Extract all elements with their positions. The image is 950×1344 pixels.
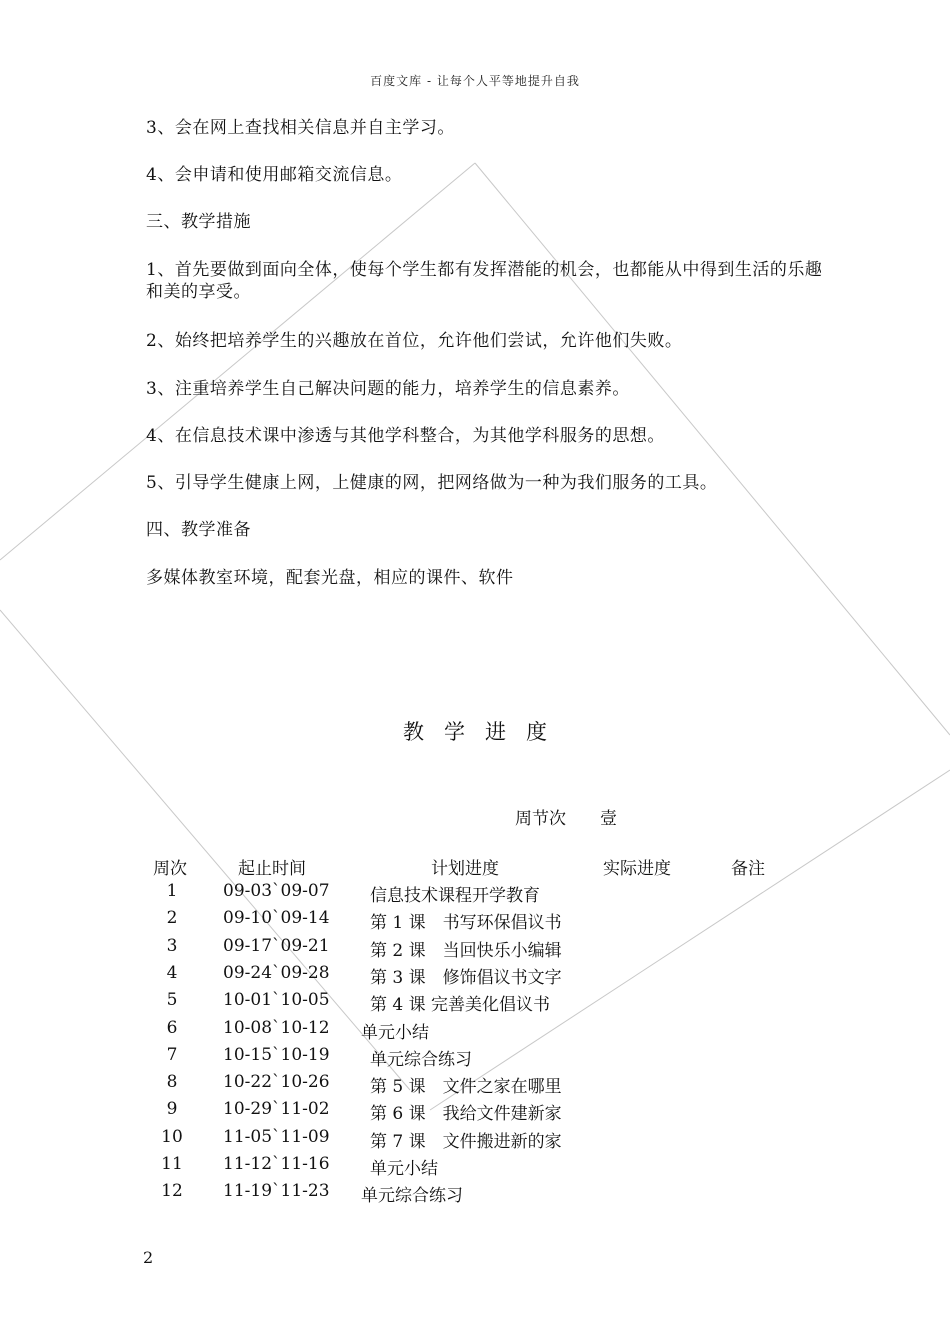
table-cell-plan: 第 4 课 完善美化倡议书 (370, 995, 551, 1015)
table-cell-dates: 09-17`09-21 (223, 936, 330, 956)
table-cell-week: 4 (166, 963, 178, 983)
table-cell-plan: 第 1 课 书写环保倡议书 (370, 913, 562, 933)
paragraph-measure-2: 2、始终把培养学生的兴趣放在首位，允许他们尝试，允许他们失败。 (146, 331, 683, 351)
table-cell-dates: 10-15`10-19 (223, 1045, 330, 1065)
table-cell-plan: 单元综合练习 (370, 1050, 472, 1070)
table-cell-week: 1 (166, 881, 178, 901)
table-cell-plan: 单元综合练习 (361, 1186, 463, 1206)
table-cell-week: 12 (161, 1181, 183, 1201)
table-cell-dates: 11-12`11-16 (223, 1154, 330, 1174)
schedule-title: 教学进度 (403, 720, 567, 744)
table-cell-plan: 第 5 课 文件之家在哪里 (370, 1077, 562, 1097)
week-label: 周节次 (515, 809, 566, 829)
paragraph-preparation: 多媒体教室环境，配套光盘，相应的课件、软件 (146, 568, 514, 588)
table-cell-week: 3 (166, 936, 178, 956)
table-cell-week: 8 (166, 1072, 178, 1092)
section-heading-teaching-preparation: 四、教学准备 (146, 520, 251, 540)
paragraph-measure-5: 5、引导学生健康上网，上健康的网，把网络做为一种为我们服务的工具。 (146, 473, 718, 493)
paragraph-measure-4: 4、在信息技术课中渗透与其他学科整合，为其他学科服务的思想。 (146, 426, 665, 446)
table-cell-dates: 11-05`11-09 (223, 1127, 330, 1147)
table-cell-plan: 单元小结 (361, 1023, 429, 1043)
table-cell-week: 11 (161, 1154, 183, 1174)
table-cell-week: 7 (166, 1045, 178, 1065)
table-cell-week: 9 (166, 1099, 178, 1119)
week-value: 壹 (600, 809, 617, 829)
table-cell-plan: 信息技术课程开学教育 (370, 886, 540, 906)
table-cell-dates: 10-22`10-26 (223, 1072, 330, 1092)
table-cell-plan: 第 3 课 修饰倡议书文字 (370, 968, 562, 988)
page-header: 百度文库 - 让每个人平等地提升自我 (370, 74, 580, 88)
table-cell-week: 10 (161, 1127, 183, 1147)
table-cell-dates: 09-24`09-28 (223, 963, 330, 983)
table-cell-week: 5 (166, 990, 178, 1010)
table-header-notes: 备注 (731, 859, 765, 879)
table-header-week: 周次 (153, 859, 187, 879)
table-cell-week: 6 (166, 1018, 178, 1038)
table-header-dates: 起止时间 (238, 859, 306, 879)
paragraph-item-4: 4、会申请和使用邮箱交流信息。 (146, 165, 403, 185)
table-cell-plan: 第 2 课 当回快乐小编辑 (370, 941, 562, 961)
table-cell-dates: 10-08`10-12 (223, 1018, 330, 1038)
section-heading-teaching-measures: 三、教学措施 (146, 212, 251, 232)
table-cell-plan: 第 7 课 文件搬进新的家 (370, 1132, 562, 1152)
table-cell-plan: 第 6 课 我给文件建新家 (370, 1104, 562, 1124)
table-header-actual: 实际进度 (603, 859, 671, 879)
table-cell-dates: 10-29`11-02 (223, 1099, 330, 1119)
table-cell-dates: 10-01`10-05 (223, 990, 330, 1010)
page-number: 2 (143, 1248, 154, 1267)
paragraph-measure-3: 3、注重培养学生自己解决问题的能力，培养学生的信息素养。 (146, 379, 630, 399)
table-cell-week: 2 (166, 908, 178, 928)
table-cell-dates: 09-10`09-14 (223, 908, 330, 928)
paragraph-measure-1: 1、首先要做到面向全体，使每个学生都有发挥潜能的机会，也都能从中得到生活的乐趣和美的享受。 (146, 260, 823, 302)
table-cell-dates: 09-03`09-07 (223, 881, 330, 901)
paragraph-item-3: 3、会在网上查找相关信息并自主学习。 (146, 118, 455, 138)
table-cell-dates: 11-19`11-23 (223, 1181, 330, 1201)
table-header-plan: 计划进度 (431, 859, 499, 879)
table-cell-plan: 单元小结 (370, 1159, 438, 1179)
